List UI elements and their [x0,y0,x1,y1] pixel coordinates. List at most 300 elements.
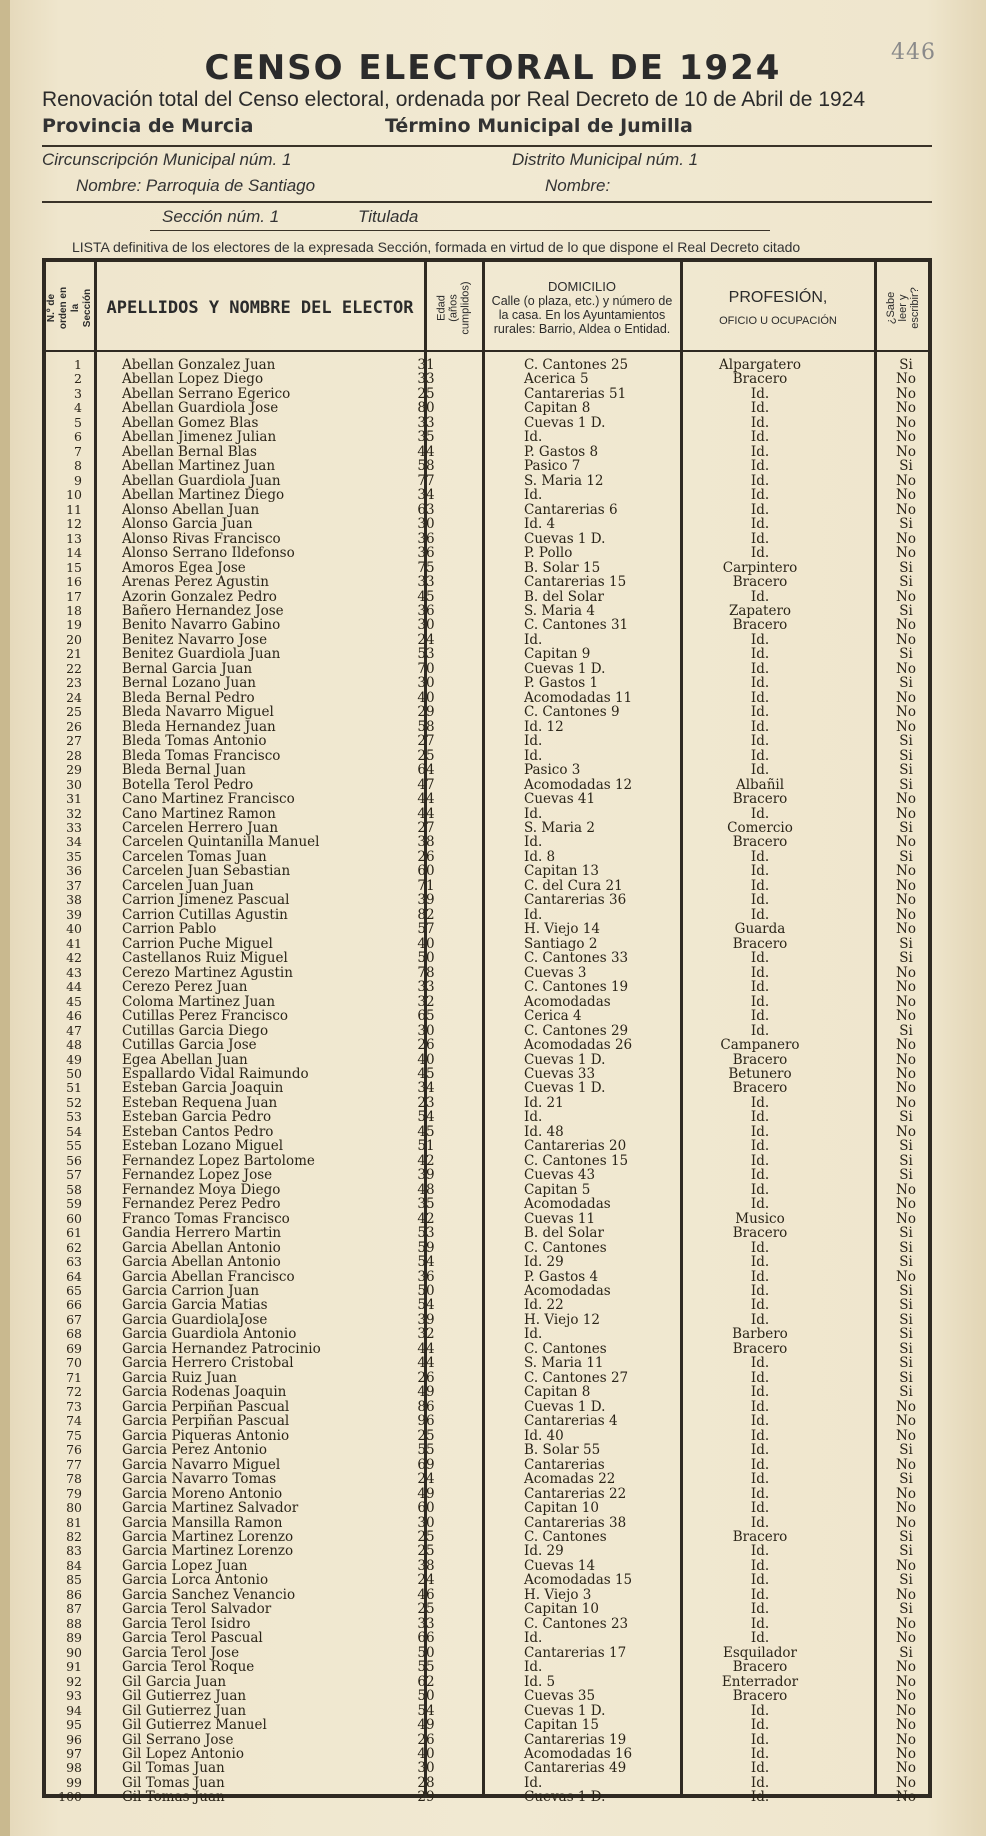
elector-address: C. Cantones 9 [524,704,620,721]
elector-literate: No [896,429,916,446]
elector-name: Cutillas Garcia Diego [122,1022,269,1039]
table-row [46,995,926,1009]
table-row [46,749,926,763]
row-number: 92 [66,1673,82,1689]
elector-address: Id. [524,733,543,750]
elector-age: 54 [417,1297,435,1314]
table-row [46,864,926,878]
table-row [46,1733,926,1747]
table-row [46,1313,926,1327]
elector-age: 45 [417,588,435,605]
elector-address: Id. 29 [524,1254,564,1271]
elector-address: Capitan 10 [524,1500,599,1517]
row-number: 19 [66,617,82,633]
table-row [46,633,926,647]
elector-address: C. Cantones [524,1340,607,1357]
table-row [46,1212,926,1226]
row-number: 12 [66,516,82,532]
elector-name: Esteban Lozano Miguel [122,1138,284,1155]
elector-profession: Id. [750,588,770,605]
header-num: N.º de orden en la Sección [46,286,93,330]
table-row [46,763,926,777]
elector-literate: No [896,964,916,981]
row-number: 73 [66,1398,82,1414]
elector-literate: No [896,1008,916,1025]
header-profession: PROFESIÓN, OFICIO U OCUPACIÓN [719,289,837,327]
elector-literate: Si [899,1254,913,1271]
elector-name: Amoros Egea Jose [122,559,246,576]
elector-age: 78 [417,964,435,981]
elector-age: 65 [417,1008,435,1025]
elector-age: 30 [417,675,435,692]
row-number: 7 [74,443,82,459]
row-number: 85 [66,1572,82,1588]
row-number: 66 [66,1297,82,1313]
row-number: 55 [66,1138,82,1154]
elector-age: 26 [417,1037,435,1054]
table-row [46,705,926,719]
elector-address: Cantarerias 4 [524,1413,618,1430]
elector-age: 30 [417,1022,435,1039]
elector-name: Bleda Navarro Miguel [122,704,274,721]
table-row [46,1472,926,1486]
table-row [46,561,926,575]
elector-address: S. Maria 4 [524,602,595,619]
elector-literate: Si [899,675,913,692]
elector-name: Bernal Lozano Juan [122,675,256,692]
elector-profession: Bracero [732,1340,788,1357]
elector-literate: No [896,414,916,431]
elector-age: 34 [417,1080,435,1097]
elector-age: 80 [417,400,435,417]
table-row [46,1631,926,1645]
titulada: Titulada [358,207,419,226]
elector-name: Abellan Gomez Blas [122,414,259,431]
elector-literate: No [896,443,916,460]
row-number: 72 [66,1384,82,1400]
row-number: 45 [66,993,82,1009]
table-row [46,1371,926,1385]
elector-name: Esteban Cantos Pedro [122,1123,274,1140]
elector-age: 25 [417,1601,435,1618]
table-row [46,850,926,864]
row-number: 68 [66,1326,82,1342]
elector-address: Cantarerias 17 [524,1644,627,1661]
elector-address: C. Cantones 25 [524,357,629,373]
row-number: 58 [66,1181,82,1197]
elector-literate: No [896,1398,916,1415]
elector-name: Cano Martinez Francisco [122,791,295,808]
elector-profession: Id. [750,1254,770,1271]
elector-address: H. Viejo 3 [524,1586,592,1603]
elector-address: B. Solar 55 [524,1442,601,1459]
elector-age: 28 [417,1774,435,1791]
row-number: 51 [66,1080,82,1096]
elector-age: 50 [417,1644,435,1661]
table-row [46,835,926,849]
table-row [46,1689,926,1703]
table-row [46,1443,926,1457]
elector-age: 33 [417,371,435,388]
elector-age: 34 [417,487,435,504]
elector-literate: No [896,1413,916,1430]
elector-address: Acomodadas 12 [524,776,633,793]
elector-name: Cutillas Garcia Jose [122,1037,257,1054]
elector-literate: Si [899,1471,913,1488]
elector-address: Id. [524,834,543,851]
elector-literate: No [896,1500,916,1517]
divider [150,230,770,231]
elector-profession: Campanero [720,1037,800,1054]
elector-literate: Si [899,776,913,793]
table-row [46,1790,926,1804]
row-number: 63 [66,1254,82,1270]
elector-literate: No [896,631,916,648]
elector-profession: Id. [750,1717,770,1734]
elector-age: 25 [417,1528,435,1545]
row-number: 22 [66,660,82,676]
elector-age: 30 [417,617,435,634]
row-number: 31 [66,791,82,807]
elector-address: P. Gastos 1 [524,675,599,692]
elector-address: Id. 12 [524,718,564,735]
elector-profession: Id. [750,1022,770,1039]
elector-literate: Si [899,559,913,576]
elector-address: Cuevas 1 D. [524,1702,606,1719]
table-row [46,1516,926,1530]
table-row [46,1241,926,1255]
table-row [46,474,926,488]
row-number: 14 [66,545,82,561]
elector-address: Cantarerias 51 [524,385,627,402]
row-number: 64 [66,1268,82,1284]
elector-address: C. Cantones 23 [524,1615,629,1632]
row-number: 17 [66,588,82,604]
row-number: 53 [66,1109,82,1125]
elector-name: Esteban Garcia Joaquin [122,1080,284,1097]
elector-age: 54 [417,1254,435,1271]
elector-age: 58 [417,458,435,475]
elector-address: Acomodadas [524,1196,611,1213]
elector-name: Esteban Garcia Pedro [122,1109,272,1126]
row-number: 15 [66,559,82,575]
elector-literate: No [896,588,916,605]
elector-profession: Id. [750,1181,770,1198]
table-row [46,1110,926,1124]
elector-literate: No [896,834,916,851]
elector-age: 60 [417,1500,435,1517]
elector-address: Acerica 5 [524,371,589,388]
elector-profession: Id. [750,1384,770,1401]
table-row [46,1298,926,1312]
table-row [46,676,926,690]
elector-name: Abellan Bernal Blas [122,443,257,460]
elector-age: 39 [417,1311,435,1328]
elector-name: Garcia Rodenas Joaquin [122,1384,287,1401]
elector-age: 26 [417,1369,435,1386]
table-row [46,532,926,546]
elector-address: Cantarerias 36 [524,892,627,909]
elector-address: Id. [524,1109,543,1126]
elector-name: Bleda Tomas Francisco [122,747,281,764]
elector-address: C. Cantones [524,1528,607,1545]
elector-literate: No [896,1586,916,1603]
elector-literate: No [896,1630,916,1647]
elector-age: 66 [417,1630,435,1647]
row-number: 59 [66,1196,82,1212]
elector-age: 42 [417,1210,435,1227]
table-row [46,1559,926,1573]
table-row [46,951,926,965]
elector-age: 77 [417,472,435,489]
elector-address: Cantarerias 15 [524,574,627,591]
elector-age: 44 [417,443,435,460]
elector-profession: Id. [750,1774,770,1791]
row-number: 41 [66,935,82,951]
elector-address: Id. [524,1659,543,1676]
elector-age: 45 [417,1065,435,1082]
elector-address: Id. [524,1630,543,1647]
elector-profession: Id. [750,993,770,1010]
elector-literate: Si [899,1225,913,1242]
table-row [46,604,926,618]
row-number: 49 [66,1051,82,1067]
elector-literate: Si [899,357,913,373]
table-row [46,879,926,893]
table-row [46,1270,926,1284]
row-number: 40 [66,921,82,937]
elector-name: Azorin Gonzalez Pedro [122,588,277,605]
elector-literate: Si [899,1340,913,1357]
elector-age: 39 [417,892,435,909]
elector-literate: No [896,530,916,547]
row-number: 88 [66,1615,82,1631]
elector-profession: Comercio [727,820,793,836]
table-row [46,1400,926,1414]
elector-literate: No [896,371,916,388]
elector-profession: Id. [750,689,770,706]
elector-age: 33 [417,574,435,591]
elector-literate: No [896,1485,916,1502]
elector-address: Santiago 2 [524,935,598,952]
elector-address: Cuevas 43 [524,1167,596,1184]
elector-profession: Id. [750,1557,770,1574]
table-row [46,1458,926,1472]
elector-profession: Bracero [732,1688,788,1705]
seccion: Sección núm. 1 [162,207,280,226]
elector-address: Cantarerias 49 [524,1760,627,1777]
elector-profession: Id. [750,1167,770,1184]
elector-age: 24 [417,1572,435,1589]
elector-age: 24 [417,631,435,648]
row-number: 18 [66,602,82,618]
elector-age: 36 [417,602,435,619]
elector-literate: No [896,1731,916,1748]
elector-profession: Bracero [732,1080,788,1097]
elector-profession: Id. [750,675,770,692]
elector-address: Pasico 3 [524,762,581,779]
table-row [46,1327,926,1341]
elector-literate: Si [899,1152,913,1169]
table-row [46,1617,926,1631]
elector-literate: No [896,1760,916,1777]
elector-profession: Id. [750,660,770,677]
elector-age: 57 [417,921,435,938]
elector-profession: Id. [750,1615,770,1632]
table-row [46,1588,926,1602]
table-row [46,1602,926,1616]
elector-name: Bañero Hernandez Jose [122,602,284,619]
row-number: 56 [66,1152,82,1168]
elector-age: 23 [417,1094,435,1111]
row-number: 96 [66,1731,82,1747]
row-number: 98 [66,1760,82,1776]
elector-address: Capitan 9 [524,646,591,663]
elector-profession: Id. [750,718,770,735]
row-number: 82 [66,1528,82,1544]
elector-name: Cano Martinez Ramon [122,805,276,822]
elector-profession: Bracero [732,617,788,634]
elector-literate: No [896,1094,916,1111]
elector-address: Capitan 8 [524,400,591,417]
elector-literate: Si [899,950,913,967]
table-row [46,1646,926,1660]
elector-profession: Id. [750,1398,770,1415]
elector-name: Carrion Pablo [122,921,217,938]
elector-profession: Id. [750,747,770,764]
table-row [46,1024,926,1038]
elector-profession: Id. [750,1268,770,1285]
row-number: 90 [66,1644,82,1660]
elector-address: Cuevas 1 D. [524,660,606,677]
elector-name: Garcia GuardiolaJose [122,1311,268,1328]
elector-profession: Id. [750,1427,770,1444]
elector-name: Garcia Abellan Francisco [122,1268,295,1285]
elector-name: Cutillas Perez Francisco [122,1008,289,1025]
page-title: CENSO ELECTORAL DE 1924 [204,48,782,88]
elector-address: P. Gastos 4 [524,1268,599,1285]
elector-age: 33 [417,979,435,996]
elector-name: Fernandez Lopez Jose [122,1167,273,1184]
elector-literate: No [896,487,916,504]
elector-age: 69 [417,1456,435,1473]
elector-name: Alonso Abellan Juan [122,501,260,518]
elector-profession: Id. [750,1731,770,1748]
table-row [46,1197,926,1211]
elector-name: Garcia Lopez Juan [122,1557,248,1574]
elector-address: H. Viejo 14 [524,921,600,938]
elector-name: Abellan Gonzalez Juan [122,357,276,373]
elector-address: Cantarerias 19 [524,1731,627,1748]
table-row [46,1226,926,1240]
elector-profession: Bracero [732,371,788,388]
table-row [46,778,926,792]
elector-address: Capitan 8 [524,1384,591,1401]
elector-age: 60 [417,863,435,880]
elector-literate: No [896,472,916,489]
elector-name: Garcia Herrero Cristobal [122,1355,294,1372]
elector-address: S. Maria 12 [524,472,604,489]
elector-name: Gil Lopez Antonio [122,1746,244,1762]
elector-profession: Alpargatero [719,357,801,373]
elector-address: Cuevas 1 D. [524,1398,606,1415]
table-body [46,358,926,1805]
row-number: 97 [66,1746,82,1761]
elector-literate: No [896,791,916,808]
row-number: 24 [66,689,82,705]
elector-literate: Si [899,762,913,779]
row-number: 71 [66,1369,82,1385]
elector-literate: No [896,718,916,735]
elector-address: Acomodadas [524,993,611,1010]
elector-age: 49 [417,1485,435,1502]
elector-address: Cuevas 1 D. [524,414,606,431]
elector-profession: Id. [750,1746,770,1762]
elector-profession: Id. [750,704,770,721]
elector-literate: Si [899,1644,913,1661]
elector-literate: No [896,1774,916,1791]
row-number: 76 [66,1442,82,1458]
municipality: Término Municipal de Jumilla [385,115,693,137]
row-number: 1 [74,357,82,372]
elector-profession: Id. [750,1123,770,1140]
elector-literate: No [896,1123,916,1140]
elector-profession: Musico [735,1210,785,1227]
elector-name: Gandia Herrero Martin [122,1225,282,1242]
row-number: 81 [66,1514,82,1530]
elector-profession: Id. [750,429,770,446]
elector-address: Id. [524,631,543,648]
elector-address: Cuevas 1 D. [524,1789,606,1806]
elector-name: Abellan Guardiola Juan [122,472,281,489]
row-number: 39 [66,906,82,922]
elector-name: Garcia Abellan Antonio [122,1254,281,1271]
elector-age: 55 [417,1442,435,1459]
elector-profession: Id. [750,1514,770,1531]
row-number: 61 [66,1225,82,1241]
lista-caption: LISTA definitiva de los electores de la expresada Sección, formada en virtud de lo que dispone el Real Decreto citado [72,239,801,255]
elector-literate: No [896,400,916,417]
elector-name: Fernandez Perez Pedro [122,1196,281,1213]
elector-profession: Id. [750,892,770,909]
elector-literate: Si [899,1355,913,1372]
elector-address: Cuevas 3 [524,964,587,981]
elector-name: Abellan Serrano Egerico [122,385,291,402]
elector-profession: Id. [750,979,770,996]
row-number: 26 [66,718,82,734]
elector-address: B. del Solar [524,1225,604,1242]
row-number: 37 [66,877,82,893]
subtitle: Renovación total del Censo electoral, ordenada por Real Decreto de 10 de Abril de 1924 [42,88,866,111]
elector-name: Garcia Navarro Miguel [122,1456,281,1473]
row-number: 83 [66,1543,82,1559]
elector-age: 38 [417,834,435,851]
elector-age: 25 [417,1427,435,1444]
elector-literate: No [896,1456,916,1473]
table-row [46,618,926,632]
elector-profession: Bracero [732,1659,788,1676]
elector-age: 27 [417,820,435,836]
elector-age: 30 [417,1514,435,1531]
header-age: Edad (años cumplidos) [436,281,472,335]
elector-age: 44 [417,805,435,822]
row-number: 67 [66,1311,82,1327]
elector-name: Garcia Perez Antonio [122,1442,267,1459]
elector-profession: Id. [750,530,770,547]
table-row [46,1747,926,1761]
row-number: 11 [66,501,82,517]
elector-age: 40 [417,689,435,706]
